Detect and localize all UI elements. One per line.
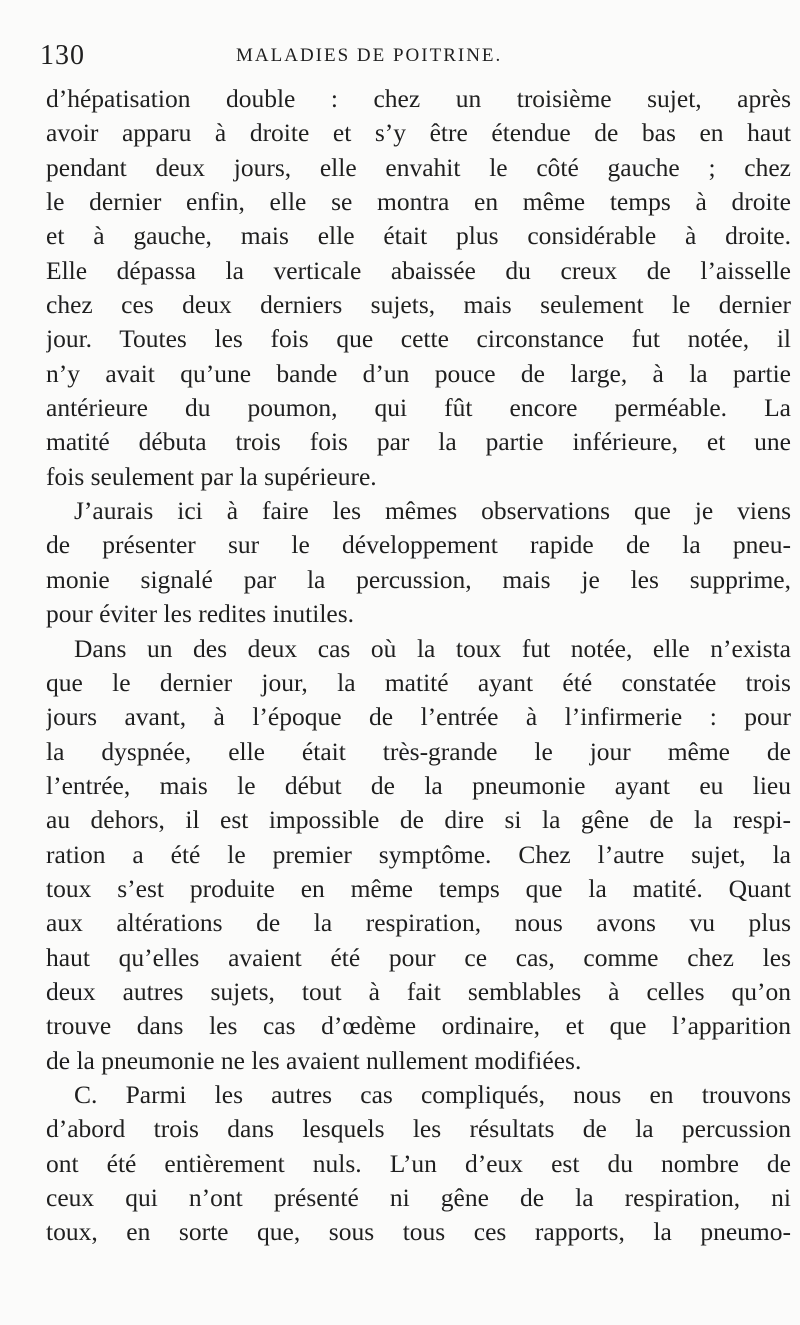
body-text — [46, 82, 791, 1250]
text-line: et à gauche, mais elle était plus considérable à droite. — [46, 221, 791, 251]
text-line: jour. Toutes les fois que cette circonstance fut notée, il — [46, 324, 791, 354]
text-line: au dehors, il est impossible de dire si la gêne de la respi- — [46, 805, 791, 835]
page-number: 130 — [40, 40, 85, 71]
text-line: deux autres sujets, tout à fait semblables à celles qu’on — [46, 976, 791, 1006]
text-line: pendant deux jours, elle envahit le côté gauche ; chez — [46, 152, 791, 182]
text-line: fois seulement par la supérieure. — [46, 461, 377, 491]
text-line: la dyspnée, elle était très-grande le jour même de — [46, 736, 791, 766]
text-line: n’y avait qu’une bande d’un pouce de large, à la partie — [46, 358, 791, 388]
text-line: Dans un des deux cas où la toux fut notée, elle n’exista — [74, 633, 791, 663]
text-line: toux, en sorte que, sous tous ces rapports, la pneumo- — [46, 1217, 791, 1247]
text-line: que le dernier jour, la matité ayant été constatée trois — [46, 667, 791, 697]
text-line: ceux qui n’ont présenté ni gêne de la respiration, ni — [46, 1183, 791, 1212]
text-line: antérieure du poumon, qui fût encore perméable. La — [46, 393, 791, 423]
text-line: J’aurais ici à faire les mêmes observations que je viens — [74, 496, 791, 526]
text-line: aux altérations de la respiration, nous avons vu plus — [46, 908, 791, 938]
text-line: monie signalé par la percussion, mais je les supprime, — [46, 564, 791, 594]
text-line: C. Parmi les autres cas compliqués, nous en trouvons — [74, 1079, 791, 1109]
text-line: ont été entièrement nuls. L’un d’eux est du nombre de — [46, 1148, 791, 1178]
text-line: pour éviter les redites inutiles. — [46, 599, 355, 629]
text-line: toux s’est produite en même temps que la matité. Quant — [46, 873, 791, 903]
text-line: trouve dans les cas d’œdème ordinaire, et que l’apparition — [46, 1011, 791, 1041]
text-line: d’hépatisation double : chez un troisième sujet, après — [46, 84, 791, 113]
text-line: ration a été le premier symptôme. Chez l’autre sujet, la — [46, 839, 791, 869]
text-line: jours avant, à l’époque de l’entrée à l’infirmerie : pour — [46, 702, 791, 732]
text-line: avoir apparu à droite et s’y être étendue de bas en haut — [46, 118, 791, 148]
page-header — [40, 38, 760, 78]
text-line: haut qu’elles avaient été pour ce cas, comme chez les — [46, 942, 791, 972]
text-line: de présenter sur le développement rapide de la pneu- — [46, 530, 791, 560]
text-line: chez ces deux derniers sujets, mais seulement le dernier — [46, 290, 791, 320]
text-line: de la pneumonie ne les avaient nullement modifiées. — [46, 1045, 582, 1075]
running-head: MALADIES DE POITRINE. — [236, 45, 503, 66]
text-line: le dernier enfin, elle se montra en même temps à droite — [46, 187, 791, 217]
text-line: d’abord trois dans lesquels les résultats de la percussion — [46, 1114, 791, 1144]
text-line: l’entrée, mais le début de la pneumonie ayant eu lieu — [46, 770, 791, 800]
text-line: Elle dépassa la verticale abaissée du creux de l’aisselle — [46, 255, 791, 285]
text-line: matité débuta trois fois par la partie inférieure, et une — [46, 427, 791, 457]
